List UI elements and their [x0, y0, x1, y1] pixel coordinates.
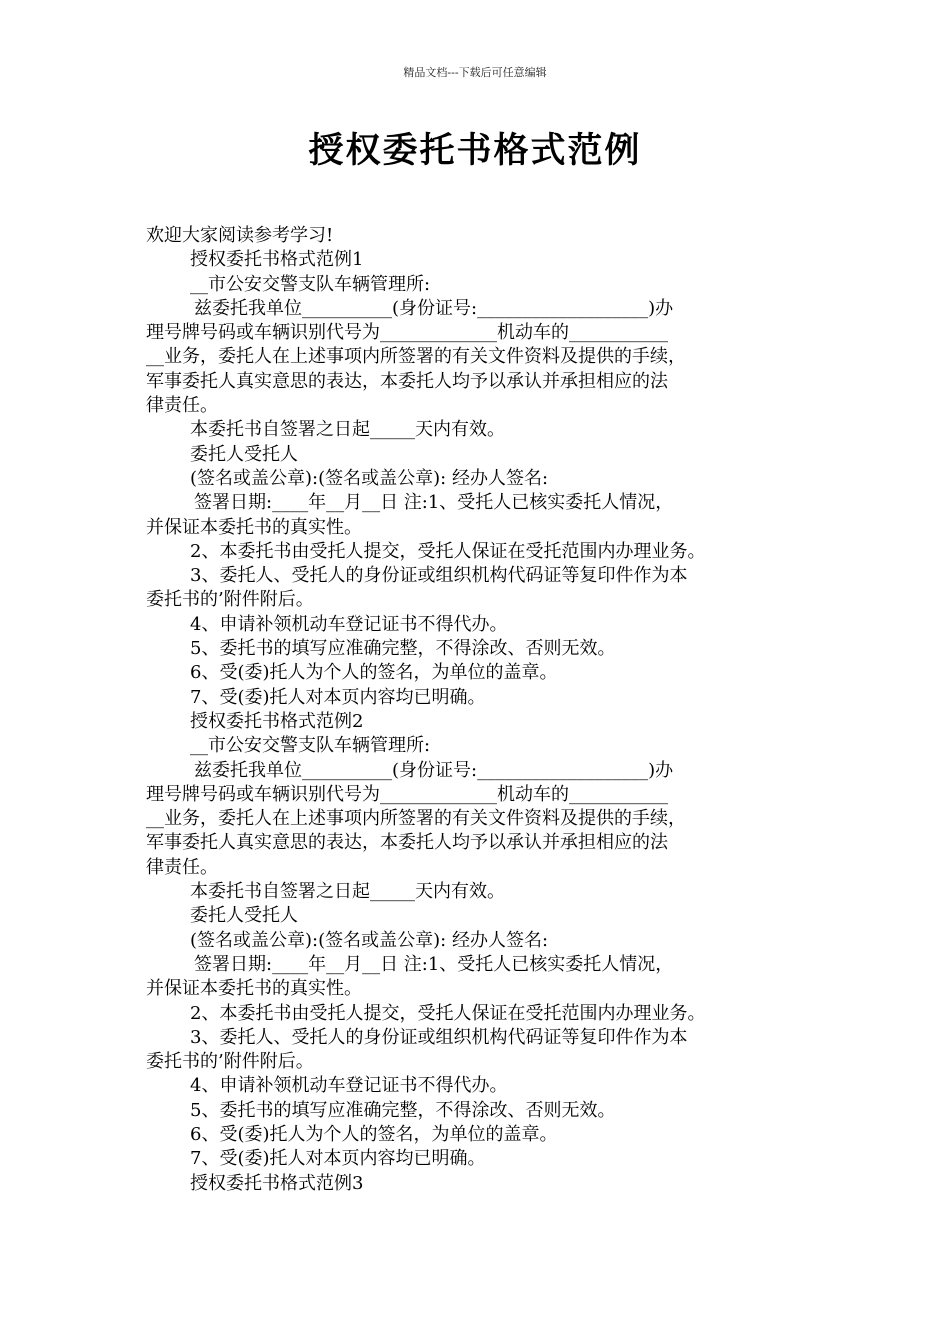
document-title: 授权委托书格式范例: [308, 131, 642, 171]
body-line: 6、受(委)托人为个人的签名，为单位的盖章。: [190, 1123, 558, 1145]
body-line: 兹委托我单位__________(身份证号:___________________)办: [194, 759, 674, 781]
body-line: 5、委托书的填写应准确完整，不得涂改、否则无效。: [190, 1099, 616, 1121]
body-line: 本委托书自签署之日起_____天内有效。: [190, 419, 505, 441]
body-line: 签署日期:____年__月__日 注:1、受托人已核实委托人情况，: [194, 953, 674, 975]
body-line: 4、申请补领机动车登记证书不得代办。: [190, 1075, 508, 1097]
body-line: 3、委托人、受托人的身份证或组织机构代码证等复印件作为本: [190, 565, 688, 587]
body-line: 委托人受托人: [190, 905, 298, 927]
body-line: 军事委托人真实意思的表达，本委托人均予以承认并承担相应的法: [146, 370, 668, 392]
body-line: 3、委托人、受托人的身份证或组织机构代码证等复印件作为本: [190, 1026, 688, 1048]
body-line: 兹委托我单位__________(身份证号:___________________)办: [194, 297, 674, 319]
body-line: 授权委托书格式范例1: [190, 249, 364, 271]
body-line: 理号牌号码或车辆识别代号为_____________机动车的___________: [146, 783, 668, 805]
body-line: 理号牌号码或车辆识别代号为_____________机动车的___________: [146, 322, 668, 344]
body-line: __市公安交警支队车辆管理所:: [190, 273, 431, 295]
body-line: 军事委托人真实意思的表达，本委托人均予以承认并承担相应的法: [146, 832, 668, 854]
document-body: [146, 224, 814, 1196]
body-line: 委托书的’附件附后。: [146, 589, 314, 611]
body-line: 并保证本委托书的真实性。: [146, 978, 362, 1000]
body-line: (签名或盖公章):(签名或盖公章): 经办人签名:: [190, 467, 549, 489]
body-line: 2、本委托书由受托人提交，受托人保证在受托范围内办理业务。: [190, 540, 706, 562]
body-line: 委托书的’附件附后。: [146, 1051, 314, 1073]
body-line: 4、申请补领机动车登记证书不得代办。: [190, 613, 508, 635]
body-line: 6、受(委)托人为个人的签名，为单位的盖章。: [190, 662, 558, 684]
page-header-note: 精品文档---下载后可任意编辑: [403, 66, 547, 79]
body-line: __业务，委托人在上述事项内所签署的有关文件资料及提供的手续，: [146, 808, 686, 830]
body-line: 5、委托书的填写应准确完整，不得涂改、否则无效。: [190, 638, 616, 660]
body-line: 欢迎大家阅读参考学习!: [146, 225, 334, 246]
body-line: (签名或盖公章):(签名或盖公章): 经办人签名:: [190, 929, 549, 951]
body-line: __市公安交警支队车辆管理所:: [190, 735, 431, 757]
body-line: 律责任。: [146, 395, 218, 417]
body-line: 本委托书自签署之日起_____天内有效。: [190, 881, 505, 903]
body-line: 授权委托书格式范例3: [190, 1172, 364, 1194]
body-line: 2、本委托书由受托人提交，受托人保证在受托范围内办理业务。: [190, 1002, 706, 1024]
body-line: 7、受(委)托人对本页内容均已明确。: [190, 686, 486, 708]
body-line: 签署日期:____年__月__日 注:1、受托人已核实委托人情况，: [194, 492, 674, 514]
body-line: 授权委托书格式范例2: [190, 710, 364, 732]
body-line: 律责任。: [146, 856, 218, 878]
body-line: __业务，委托人在上述事项内所签署的有关文件资料及提供的手续，: [146, 346, 686, 368]
body-line: 委托人受托人: [190, 443, 298, 465]
body-line: 7、受(委)托人对本页内容均已明确。: [190, 1148, 486, 1170]
body-line: 并保证本委托书的真实性。: [146, 516, 362, 538]
